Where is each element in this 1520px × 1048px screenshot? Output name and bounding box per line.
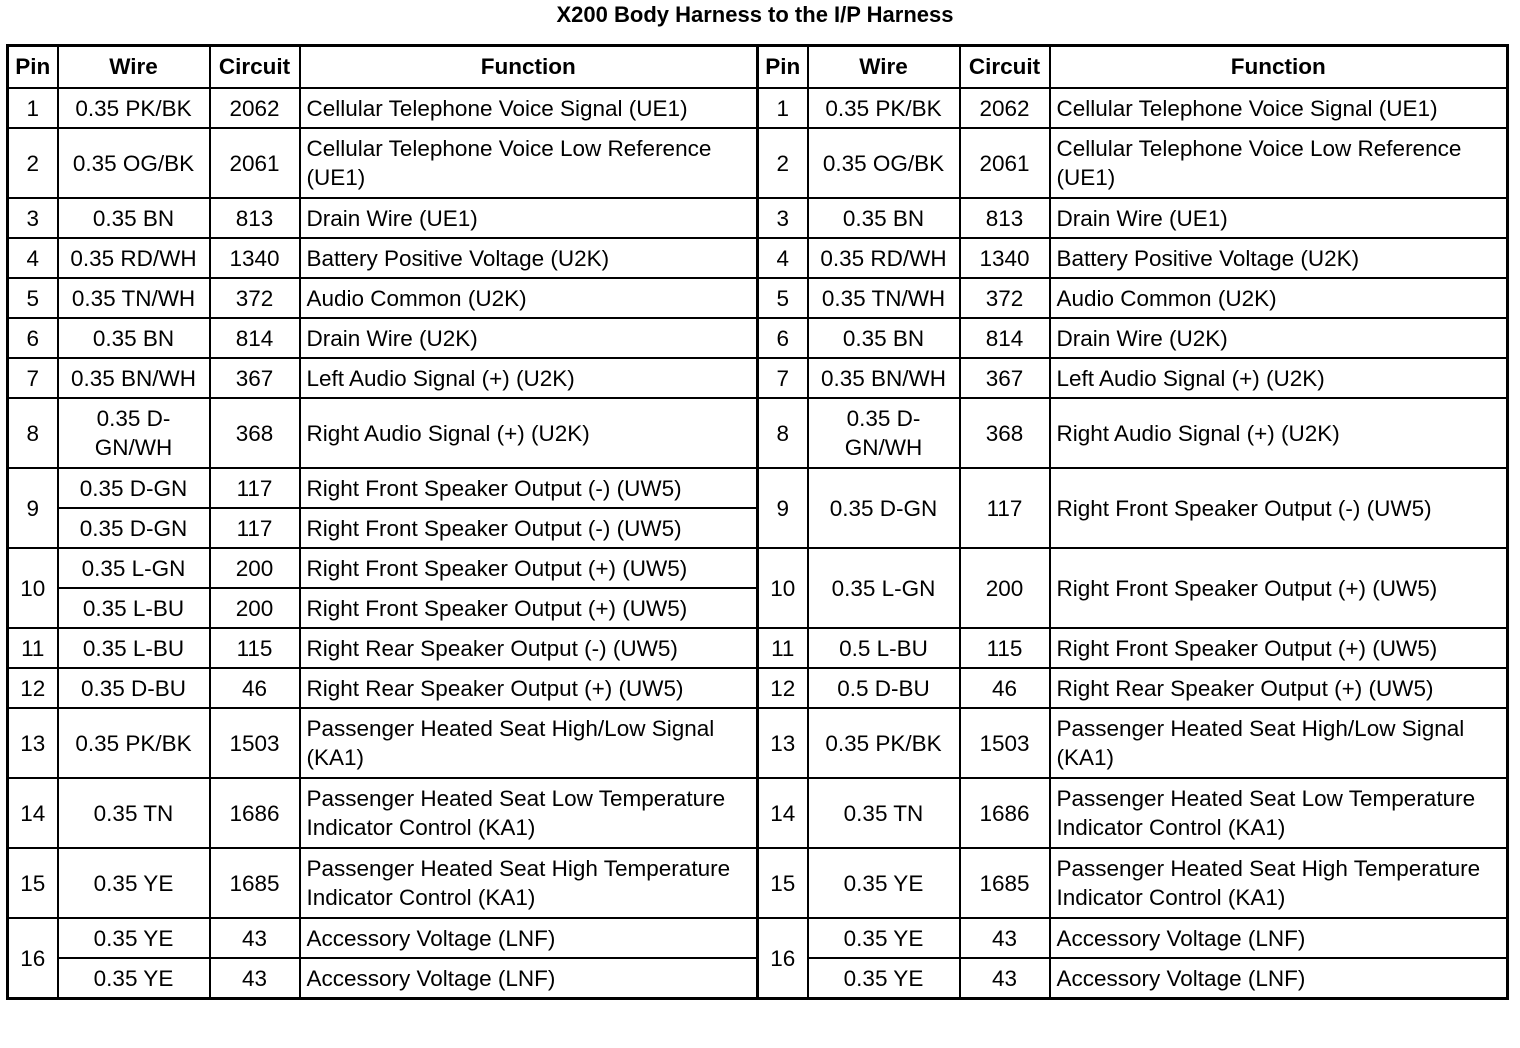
pin-cell: 3 [8, 198, 58, 238]
function-cell: Accessory Voltage (LNF) [300, 918, 758, 958]
function-cell: Drain Wire (U2K) [1050, 318, 1508, 358]
pin-cell: 13 [8, 708, 58, 778]
pin-cell: 15 [8, 848, 58, 918]
circuit-cell: 46 [210, 668, 300, 708]
pin-cell: 7 [758, 358, 808, 398]
wire-cell: 0.35 BN [808, 198, 960, 238]
function-cell: Passenger Heated Seat Low Temperature Indicator Control (KA1) [1050, 778, 1508, 848]
circuit-cell: 1503 [210, 708, 300, 778]
circuit-cell: 200 [210, 548, 300, 588]
circuit-cell: 2061 [960, 128, 1050, 198]
table-row [8, 278, 1508, 318]
wire-cell: 0.35 L-GN [808, 548, 960, 628]
function-cell: Left Audio Signal (+) (U2K) [1050, 358, 1508, 398]
function-cell: Battery Positive Voltage (U2K) [1050, 238, 1508, 278]
wire-cell: 0.35 RD/WH [58, 238, 210, 278]
function-cell: Audio Common (U2K) [1050, 278, 1508, 318]
circuit-cell: 814 [210, 318, 300, 358]
wire-cell: 0.35 L-GN [58, 548, 210, 588]
wire-cell: 0.35 PK/BK [808, 708, 960, 778]
function-cell: Right Front Speaker Output (-) (UW5) [300, 508, 758, 548]
function-cell: Accessory Voltage (LNF) [1050, 958, 1508, 999]
circuit-cell: 117 [210, 508, 300, 548]
function-cell: Right Front Speaker Output (+) (UW5) [1050, 628, 1508, 668]
table-row [8, 918, 1508, 958]
function-cell: Audio Common (U2K) [300, 278, 758, 318]
function-cell: Cellular Telephone Voice Low Reference (UE1) [300, 128, 758, 198]
table-row [8, 708, 1508, 778]
circuit-cell: 1685 [210, 848, 300, 918]
function-cell: Passenger Heated Seat Low Temperature Indicator Control (KA1) [300, 778, 758, 848]
circuit-cell: 46 [960, 668, 1050, 708]
pin-cell: 7 [8, 358, 58, 398]
circuit-cell: 368 [210, 398, 300, 468]
wire-cell: 0.35 BN [808, 318, 960, 358]
circuit-cell: 117 [960, 468, 1050, 548]
pin-header: Pin [758, 46, 808, 89]
table-row [8, 468, 1508, 508]
pin-cell: 10 [758, 548, 808, 628]
circuit-cell: 1685 [960, 848, 1050, 918]
circuit-cell: 43 [210, 958, 300, 999]
function-cell: Right Rear Speaker Output (+) (UW5) [1050, 668, 1508, 708]
function-cell: Right Audio Signal (+) (U2K) [1050, 398, 1508, 468]
table-row [8, 628, 1508, 668]
function-cell: Right Rear Speaker Output (+) (UW5) [300, 668, 758, 708]
function-cell: Drain Wire (U2K) [300, 318, 758, 358]
pin-cell: 2 [8, 128, 58, 198]
pin-cell: 6 [758, 318, 808, 358]
pin-cell: 12 [758, 668, 808, 708]
function-cell: Drain Wire (UE1) [1050, 198, 1508, 238]
pin-cell: 2 [758, 128, 808, 198]
pin-cell: 16 [758, 918, 808, 999]
wire-cell: 0.35 YE [808, 848, 960, 918]
pin-cell: 8 [758, 398, 808, 468]
wire-cell: 0.35 TN/WH [808, 278, 960, 318]
wire-cell: 0.35 BN [58, 198, 210, 238]
header-row [8, 46, 1508, 89]
wire-header: Wire [808, 46, 960, 89]
wire-cell: 0.35 OG/BK [808, 128, 960, 198]
circuit-cell: 1686 [960, 778, 1050, 848]
circuit-cell: 2061 [210, 128, 300, 198]
wire-cell: 0.35 TN/WH [58, 278, 210, 318]
wire-cell: 0.35 TN [58, 778, 210, 848]
circuit-cell: 200 [960, 548, 1050, 628]
function-cell: Battery Positive Voltage (U2K) [300, 238, 758, 278]
wire-cell: 0.35 D-BU [58, 668, 210, 708]
connector-table [6, 44, 1509, 1000]
circuit-cell: 1340 [960, 238, 1050, 278]
wire-cell: 0.35 L-BU [58, 588, 210, 628]
wire-cell: 0.35 BN/WH [808, 358, 960, 398]
circuit-cell: 43 [210, 918, 300, 958]
wire-cell: 0.35 YE [58, 958, 210, 999]
pin-cell: 5 [8, 278, 58, 318]
pin-cell: 11 [758, 628, 808, 668]
circuit-cell: 372 [960, 278, 1050, 318]
circuit-cell: 1503 [960, 708, 1050, 778]
circuit-header: Circuit [960, 46, 1050, 89]
wire-cell: 0.5 D-BU [808, 668, 960, 708]
function-cell: Right Front Speaker Output (+) (UW5) [300, 548, 758, 588]
wire-cell: 0.35 YE [58, 848, 210, 918]
function-cell: Passenger Heated Seat High Temperature Indicator Control (KA1) [300, 848, 758, 918]
circuit-cell: 813 [210, 198, 300, 238]
function-cell: Accessory Voltage (LNF) [300, 958, 758, 999]
pin-cell: 14 [8, 778, 58, 848]
circuit-cell: 814 [960, 318, 1050, 358]
table-row [8, 398, 1508, 468]
table-row [8, 668, 1508, 708]
circuit-cell: 2062 [960, 88, 1050, 128]
function-cell: Right Front Speaker Output (-) (UW5) [1050, 468, 1508, 548]
function-cell: Accessory Voltage (LNF) [1050, 918, 1508, 958]
wire-cell: 0.35 YE [808, 958, 960, 999]
pin-cell: 4 [8, 238, 58, 278]
table-row [8, 778, 1508, 848]
function-cell: Cellular Telephone Voice Low Reference (UE1) [1050, 128, 1508, 198]
function-cell: Cellular Telephone Voice Signal (UE1) [300, 88, 758, 128]
function-cell: Right Rear Speaker Output (-) (UW5) [300, 628, 758, 668]
wire-cell: 0.35 PK/BK [58, 708, 210, 778]
wire-cell: 0.5 L-BU [808, 628, 960, 668]
function-cell: Drain Wire (UE1) [300, 198, 758, 238]
function-cell: Passenger Heated Seat High/Low Signal (KA1) [300, 708, 758, 778]
pin-cell: 12 [8, 668, 58, 708]
table-row [8, 88, 1508, 128]
circuit-cell: 813 [960, 198, 1050, 238]
pin-cell: 9 [8, 468, 58, 548]
pin-cell: 8 [8, 398, 58, 468]
circuit-cell: 368 [960, 398, 1050, 468]
pin-cell: 5 [758, 278, 808, 318]
function-cell: Right Front Speaker Output (+) (UW5) [300, 588, 758, 628]
wire-cell: 0.35 YE [808, 918, 960, 958]
wire-cell: 0.35 TN [808, 778, 960, 848]
table-row [8, 318, 1508, 358]
circuit-cell: 367 [960, 358, 1050, 398]
pin-cell: 15 [758, 848, 808, 918]
wire-cell: 0.35 D-GN [808, 468, 960, 548]
wire-cell: 0.35 OG/BK [58, 128, 210, 198]
wire-cell: 0.35 BN [58, 318, 210, 358]
function-cell: Right Front Speaker Output (+) (UW5) [1050, 548, 1508, 628]
pin-cell: 1 [758, 88, 808, 128]
function-cell: Passenger Heated Seat High Temperature Indicator Control (KA1) [1050, 848, 1508, 918]
pin-cell: 3 [758, 198, 808, 238]
pin-cell: 10 [8, 548, 58, 628]
table-row [8, 358, 1508, 398]
table-row [8, 238, 1508, 278]
circuit-cell: 1686 [210, 778, 300, 848]
circuit-cell: 115 [210, 628, 300, 668]
wire-cell: 0.35 YE [58, 918, 210, 958]
wire-cell: 0.35 RD/WH [808, 238, 960, 278]
function-cell: Cellular Telephone Voice Signal (UE1) [1050, 88, 1508, 128]
table-row [8, 128, 1508, 198]
wire-cell: 0.35 BN/WH [58, 358, 210, 398]
pin-header: Pin [8, 46, 58, 89]
pin-cell: 6 [8, 318, 58, 358]
wire-cell: 0.35 PK/BK [58, 88, 210, 128]
circuit-cell: 43 [960, 918, 1050, 958]
circuit-cell: 372 [210, 278, 300, 318]
function-header: Function [300, 46, 758, 89]
wire-cell: 0.35 PK/BK [808, 88, 960, 128]
function-cell: Right Audio Signal (+) (U2K) [300, 398, 758, 468]
circuit-cell: 2062 [210, 88, 300, 128]
function-cell: Left Audio Signal (+) (U2K) [300, 358, 758, 398]
pin-cell: 1 [8, 88, 58, 128]
circuit-cell: 1340 [210, 238, 300, 278]
pin-cell: 4 [758, 238, 808, 278]
wire-cell: 0.35 D-GN [58, 468, 210, 508]
circuit-cell: 200 [210, 588, 300, 628]
wire-cell: 0.35 D-GN/WH [808, 398, 960, 468]
wire-cell: 0.35 D-GN/WH [58, 398, 210, 468]
page-title: X200 Body Harness to the I/P Harness [556, 2, 954, 27]
circuit-cell: 115 [960, 628, 1050, 668]
pin-cell: 16 [8, 918, 58, 999]
table-row [8, 548, 1508, 588]
wire-header: Wire [58, 46, 210, 89]
pin-cell: 13 [758, 708, 808, 778]
circuit-header: Circuit [210, 46, 300, 89]
function-header: Function [1050, 46, 1508, 89]
circuit-cell: 117 [210, 468, 300, 508]
pin-cell: 14 [758, 778, 808, 848]
wire-cell: 0.35 L-BU [58, 628, 210, 668]
circuit-cell: 43 [960, 958, 1050, 999]
function-cell: Right Front Speaker Output (-) (UW5) [300, 468, 758, 508]
circuit-cell: 367 [210, 358, 300, 398]
function-cell: Passenger Heated Seat High/Low Signal (KA1) [1050, 708, 1508, 778]
pin-cell: 11 [8, 628, 58, 668]
pin-cell: 9 [758, 468, 808, 548]
table-row [8, 198, 1508, 238]
wire-cell: 0.35 D-GN [58, 508, 210, 548]
table-row [8, 848, 1508, 918]
